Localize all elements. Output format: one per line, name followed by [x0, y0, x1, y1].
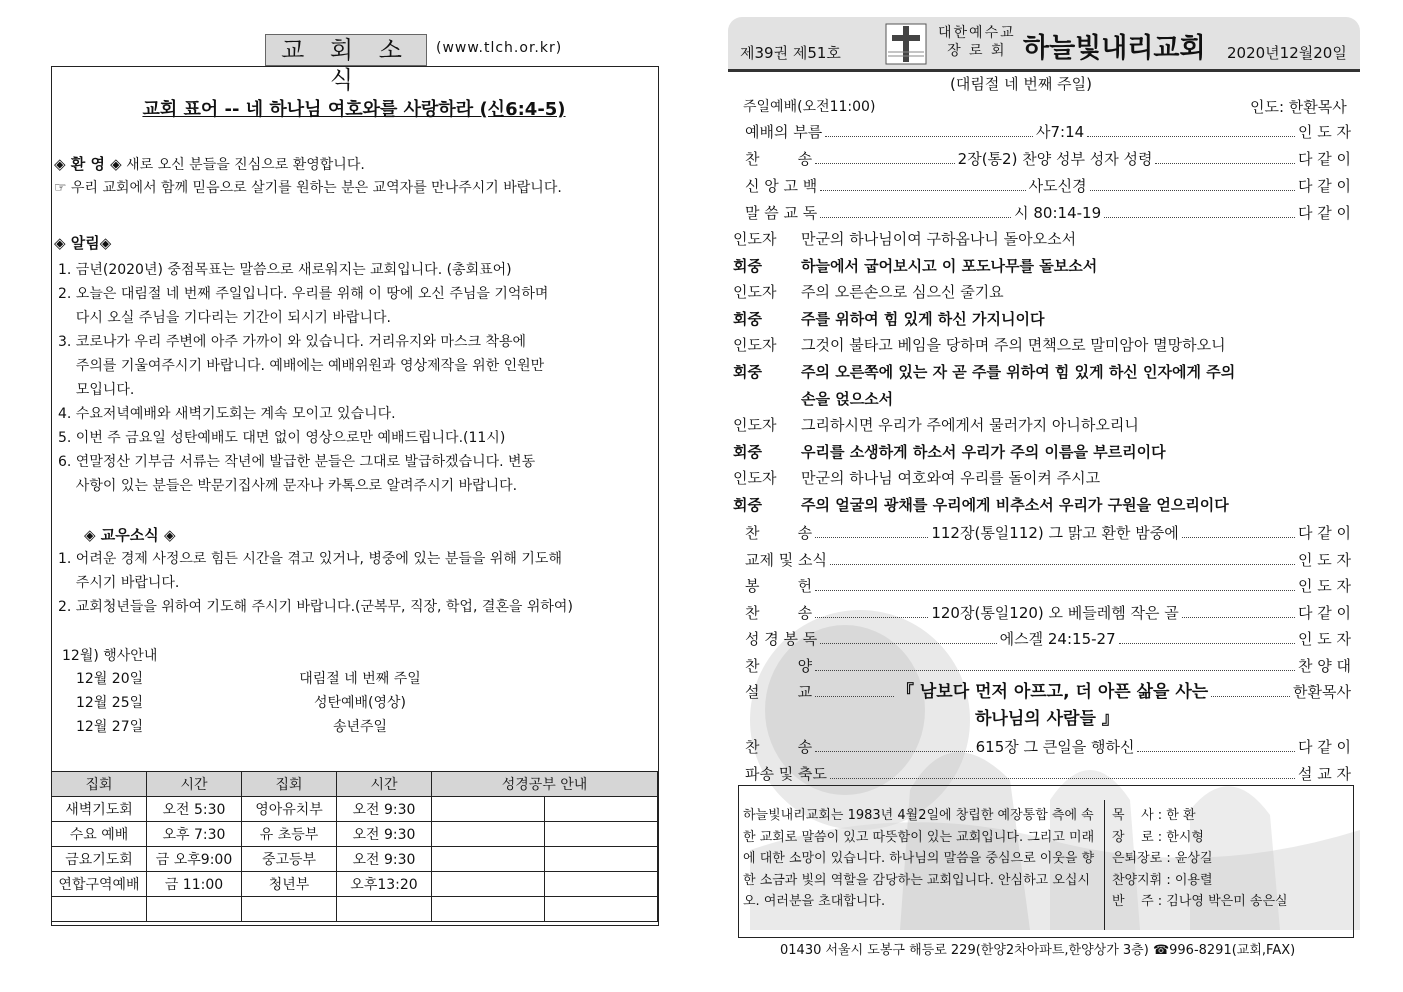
order-item-name: 찬 송 [745, 524, 813, 542]
schedule-cell: 오전 9:30 [337, 797, 432, 822]
schedule-row [52, 822, 658, 847]
order-item-leader: 인 도 자 [1297, 630, 1351, 649]
responsive-speaker: 회중 [733, 309, 762, 328]
order-item-content: 120장(통일120) 오 베들레헴 작은 골 [931, 603, 1179, 622]
prayer-item: 주시기 바랍니다. [58, 575, 180, 591]
order-row [745, 201, 1351, 223]
responsive-line [733, 494, 1229, 515]
event-name: 송년주일 [332, 719, 388, 735]
order-row [745, 762, 1351, 784]
responsive-speaker: 회중 [733, 256, 762, 275]
schedule-cell: 영아유치부 [242, 797, 337, 822]
event-date: 12월 27일 [76, 719, 144, 735]
dot-leader [1119, 643, 1295, 644]
dot-leader [815, 696, 894, 697]
prayer-item: 1. 어려운 경제 사정으로 힘든 시간을 겪고 있거나, 병중에 있는 분들을 위해 기도해 [58, 551, 562, 567]
study-cell [545, 847, 658, 872]
order-item-leader: 찬 양 대 [1297, 657, 1351, 675]
prayer-item: 2. 교회청년들을 위하여 기도해 주시기 바랍니다.(군복무, 직장, 학업, 결혼을 위하여) [58, 599, 573, 615]
order-item-name: 찬 송 [745, 150, 813, 168]
schedule-cell: 오전 9:30 [337, 847, 432, 872]
schedule-header-cell: 시간 [147, 772, 242, 797]
responsive-speaker: 회중 [733, 496, 762, 514]
order-item-content: 2장(통2) 찬양 성부 성자 성령 [957, 150, 1153, 168]
order-item-name: 말 씀 교 독 [745, 204, 818, 222]
study-cell [432, 797, 545, 822]
order-item-name: 파송 및 축도 [745, 765, 827, 783]
schedule-cell [147, 897, 242, 922]
order-item-name: 봉 헌 [745, 577, 813, 596]
schedule-header-cell: 집회 [52, 772, 147, 797]
schedule-cell: 금 오후9:00 [147, 847, 242, 872]
notice-item: 4. 수요저녁예배와 새벽기도회는 계속 모이고 있습니다. [58, 406, 396, 422]
order-item-name: 찬 송 [745, 738, 813, 756]
study-cell [432, 847, 545, 872]
website-url[interactable]: (www.tlch.or.kr) [436, 40, 563, 56]
schedule-cell: 금요기도회 [52, 847, 147, 872]
responsive-text: 그리하시면 우리가 주에게서 물러가지 아니하오리니 [801, 416, 1139, 435]
dot-leader [815, 537, 928, 538]
schedule-header-cell: 시간 [337, 772, 432, 797]
schedule-cell: 새벽기도회 [52, 797, 147, 822]
schedule-cell [337, 897, 432, 922]
order-row [745, 120, 1351, 142]
dot-leader [1182, 537, 1295, 538]
schedule-cell: 오전 9:30 [337, 822, 432, 847]
welcome-line [54, 154, 365, 175]
schedule-row [52, 797, 658, 822]
order-item-name: 신 앙 고 백 [745, 177, 818, 195]
order-item-content: 112장(통일112) 그 맑고 환한 밤중에 [931, 524, 1179, 542]
notice-item: 사항이 있는 분들은 박문기집사께 문자나 카톡으로 알려주시기 바랍니다. [58, 478, 518, 494]
header-divider [728, 69, 1360, 72]
service-subtitle: (대림절 네 번째 주일) [950, 75, 1092, 93]
responsive-text: 손을 얹으소서 [801, 389, 894, 408]
staff-member: 은퇴장로 : 윤상길 [1112, 851, 1213, 866]
notice-item: 5. 이번 주 금요일 성탄예배도 대면 없이 영상으로만 예배드립니다.(11시) [58, 430, 506, 446]
dot-leader [1137, 751, 1295, 752]
study-cell [432, 897, 545, 922]
schedule-row [52, 897, 658, 922]
sermon-title: 『 남보다 먼저 아프고, 더 아픈 삶을 사는 [896, 682, 1209, 702]
order-row [745, 627, 1351, 649]
dot-leader [830, 778, 1295, 779]
dot-leader [820, 643, 996, 644]
order-item-name: 찬 양 [745, 657, 813, 675]
sermon-preacher: 한환목사 [1293, 683, 1351, 701]
responsive-text: 주의 오른쪽에 있는 자 곧 주를 위하여 힘 있게 하신 인자에게 주의 [801, 363, 1236, 381]
order-item-name: 교제 및 소식 [745, 550, 827, 569]
order-item-leader: 인 도 자 [1298, 123, 1352, 141]
responsive-line [733, 361, 1235, 382]
order-row [745, 654, 1351, 676]
responsive-line [733, 441, 1166, 462]
responsive-line [733, 228, 1076, 249]
staff-member: 목 사 : 한 환 [1112, 808, 1196, 823]
schedule-cell: 연합구역예배 [52, 872, 147, 897]
responsive-line [733, 334, 1226, 355]
sermon-label: 설 교 [745, 683, 813, 701]
responsive-line [733, 281, 1004, 302]
denomination [938, 24, 1016, 60]
study-cell [432, 872, 545, 897]
responsive-speaker: 인도자 [733, 336, 777, 355]
order-row [745, 548, 1351, 570]
church-address: 01430 서울시 도봉구 해등로 229(한양2차아파트,한양상가 3층) ☎996-8291(교회,FAX) [780, 943, 1296, 958]
info-divider [1104, 800, 1105, 930]
responsive-line [733, 414, 1139, 435]
study-cell [545, 797, 658, 822]
staff-member: 장 로 : 한시형 [1112, 829, 1204, 845]
order-item-name: 찬 송 [745, 603, 813, 622]
responsive-speaker: 인도자 [733, 416, 777, 435]
schedule-header-row [52, 772, 658, 797]
schedule-cell: 유 초등부 [242, 822, 337, 847]
study-cell [545, 822, 658, 847]
schedule-cell [242, 897, 337, 922]
order-item-leader: 다 같 이 [1297, 738, 1351, 756]
bulletin-date: 2020년12월20일 [1227, 44, 1347, 62]
responsive-line [733, 388, 893, 409]
dot-leader [820, 190, 1025, 191]
church-motto: 교회 표어 -- 네 하나님 여호와를 사랑하라 (신6:4-5) [142, 99, 566, 120]
schedule-header-cell: 성경공부 안내 [432, 772, 658, 797]
event-date: 12월 25일 [76, 695, 144, 711]
order-row [745, 601, 1351, 623]
notice-item: 6. 연말정산 기부금 서류는 작년에 발급한 분들은 그대로 발급하겠습니다. 변동 [58, 454, 536, 470]
schedule-cell: 오후13:20 [337, 872, 432, 897]
service-leader: 인도: 한환목사 [1250, 98, 1347, 116]
denomination-line-1: 대한예수교 [938, 25, 1016, 41]
welcome-line-2: ☞ 우리 교회에서 함께 믿음으로 살기를 원하는 분은 교역자를 만나주시기 바랍니다. [54, 180, 562, 196]
dot-leader [815, 751, 973, 752]
notice-item: 3. 코로나가 우리 주변에 아주 가까이 와 있습니다. 거리유지와 마스크 착용에 [58, 334, 527, 350]
responsive-speaker: 인도자 [733, 230, 777, 248]
welcome-text: 새로 오신 분들을 진심으로 환영합니다. [121, 157, 365, 173]
responsive-speaker: 인도자 [733, 469, 777, 488]
responsive-text: 우리를 소생하게 하소서 우리가 주의 이름을 부르리이다 [801, 442, 1166, 461]
order-item-leader: 인 도 자 [1297, 577, 1351, 596]
staff-member: 반 주 : 김나영 박은미 송은실 [1112, 894, 1288, 909]
order-row [745, 574, 1351, 596]
sermon-row [745, 680, 1351, 702]
study-cell [545, 897, 658, 922]
notice-item: 주의를 기울여주시기 바랍니다. 예배에는 예배위원과 영상제작을 위한 인원만 [58, 358, 545, 374]
schedule-row [52, 847, 658, 872]
notice-item: 다시 오실 주님을 기다리는 기간이 되시기 바랍니다. [58, 310, 391, 326]
order-item-name: 성 경 봉 독 [745, 630, 818, 649]
order-row [745, 521, 1351, 543]
order-item-content: 사도신경 [1028, 177, 1087, 195]
responsive-speaker: 인도자 [733, 283, 777, 302]
dot-leader [1087, 136, 1295, 137]
dot-leader [1090, 190, 1295, 191]
responsive-speaker: 회중 [733, 442, 762, 461]
study-cell [432, 822, 545, 847]
order-item-leader: 다 같 이 [1297, 204, 1351, 222]
responsive-text: 그것이 불타고 베임을 당하며 주의 면책으로 말미암아 멸망하오니 [801, 336, 1226, 355]
events-heading: 12월) 행사안내 [62, 648, 158, 664]
responsive-line [733, 255, 1097, 276]
order-item-leader: 다 같 이 [1298, 524, 1352, 542]
schedule-cell [52, 897, 147, 922]
church-cross-logo [884, 22, 928, 66]
church-name: 하늘빛내리교회 [1023, 33, 1206, 64]
schedule-table [51, 771, 658, 922]
study-cell [545, 872, 658, 897]
responsive-text: 주의 오른손으로 심으신 줄기요 [801, 283, 1004, 302]
church-introduction: 하늘빛내리교회는 1983년 4월2일에 창립한 예장통합 측에 속한 교회로 말씀이 있고 따뜻함이 있는 교회입니다. 그리고 미래에 대한 소망이 있습니다. 하나님의 말씀을 중심으로 이웃을 향한 소금과 빛의 역할을 감당하는 교회입니다. 안심하고 오십시오. 여러분을 초대합니다. [743, 808, 1095, 909]
order-row [745, 735, 1351, 757]
schedule-cell: 오전 5:30 [147, 797, 242, 822]
notice-item: 모입니다. [58, 382, 135, 398]
staff-member: 찬양지휘 : 이용렬 [1112, 872, 1213, 888]
notice-item: 1. 금년(2020년) 중점목표는 말씀으로 새로워지는 교회입니다. (총회표어) [58, 262, 512, 278]
schedule-cell: 금 11:00 [147, 872, 242, 897]
responsive-text: 만군의 하나님 여호와여 우리를 돌이켜 주시고 [801, 469, 1101, 488]
dot-leader [815, 617, 928, 618]
news-title: 교 회 소 식 [265, 34, 427, 66]
schedule-row [52, 872, 658, 897]
order-item-content: 시 80:14-19 [1014, 204, 1102, 222]
dot-leader [815, 590, 1295, 591]
order-item-leader: 인 도 자 [1297, 550, 1351, 569]
staff-list [1112, 805, 1288, 913]
event-name: 대림절 네 번째 주일 [299, 671, 421, 687]
order-item-leader: 다 같 이 [1297, 150, 1351, 168]
dot-leader [820, 217, 1011, 218]
order-row [745, 147, 1351, 169]
volume-number: 제39권 제51호 [740, 44, 841, 62]
schedule-cell: 수요 예배 [52, 822, 147, 847]
responsive-speaker: 회중 [733, 363, 762, 381]
order-item-leader: 다 같 이 [1298, 603, 1352, 622]
order-row [745, 174, 1351, 196]
welcome-heading: ◈ 환 영 ◈ [54, 155, 122, 173]
schedule-cell: 오후 7:30 [147, 822, 242, 847]
denomination-line-2: 장 로 회 [947, 43, 1007, 59]
order-item-content: 615장 그 큰일을 행하신 [975, 738, 1135, 756]
responsive-text: 만군의 하나님이여 구하옵나니 돌아오소서 [801, 230, 1077, 248]
dot-leader [1155, 163, 1295, 164]
notice-heading: ◈ 알림◈ [54, 234, 112, 252]
order-item-content: 에스겔 24:15-27 [999, 630, 1116, 649]
sermon-title-line-2: 하나님의 사람들 』 [975, 709, 1119, 729]
notice-item: 2. 오늘은 대림절 네 번째 주일입니다. 우리를 위해 이 땅에 오신 주님을 기억하며 [58, 286, 549, 302]
prayer-heading: ◈ 교우소식 ◈ [84, 526, 176, 544]
dot-leader [1104, 217, 1295, 218]
order-item-leader: 다 같 이 [1297, 177, 1351, 195]
dot-leader [815, 163, 955, 164]
schedule-cell: 중고등부 [242, 847, 337, 872]
dot-leader [830, 564, 1295, 565]
responsive-text: 주의 얼굴의 광채를 우리에게 비추소서 우리가 구원을 얻으리이다 [801, 496, 1229, 514]
order-item-name: 예배의 부름 [745, 123, 823, 141]
dot-leader [815, 670, 1295, 671]
responsive-text: 하늘에서 굽어보시고 이 포도나무를 돌보소서 [801, 256, 1098, 275]
responsive-line [733, 467, 1100, 488]
order-item-content: 사7:14 [1036, 123, 1085, 141]
order-item-leader: 설 교 자 [1297, 765, 1351, 783]
dot-leader [1211, 696, 1290, 697]
event-date: 12월 20일 [76, 671, 144, 687]
schedule-header-cell: 집회 [242, 772, 337, 797]
dot-leader [825, 136, 1033, 137]
responsive-text: 주를 위하여 힘 있게 하신 가지니이다 [801, 309, 1045, 328]
service-name: 주일예배(오전11:00) [743, 99, 876, 115]
schedule-cell: 청년부 [242, 872, 337, 897]
responsive-line [733, 308, 1044, 329]
dot-leader [1182, 617, 1295, 618]
event-name: 성탄예배(영상) [313, 695, 407, 711]
